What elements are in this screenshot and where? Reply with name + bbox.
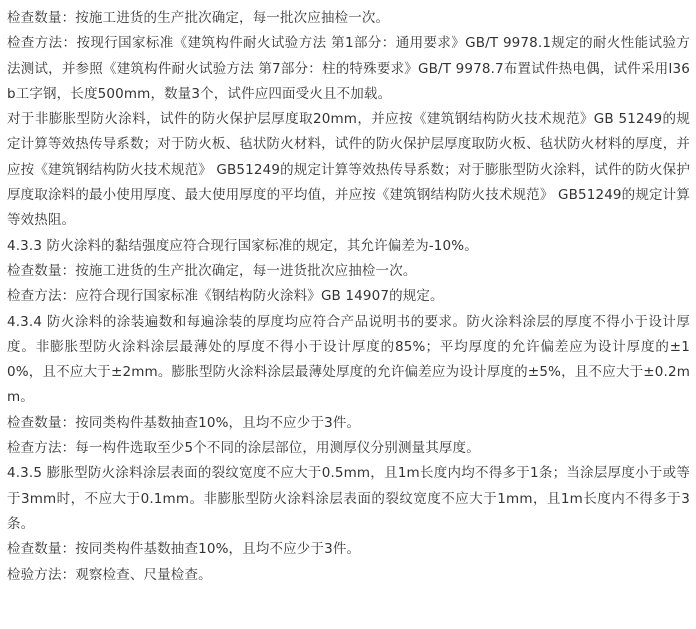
- paragraph-inspection-quantity-1: 检查数量：按施工进货的生产批次确定，每一批次应抽检一次。: [7, 10, 390, 26]
- paragraph-inspection-method-3: 检查方法：每一构件选取至少5个不同的涂层部位，用测厚仪分别测量其厚度。: [7, 440, 480, 457]
- paragraph-inspection-quantity-2: 检查数量：按施工进货的生产批次确定，每一进货批次应抽检一次。: [7, 262, 417, 279]
- paragraph-inspection-method-2: 检查方法：应符合现行国家标准《钢结构防火涂料》GB 14907的规定。: [7, 288, 444, 305]
- paragraph-clause-4-3-3: 4.3.3 防火涂料的黏结强度应符合现行国家标准的规定，其允许偏差为-10%。: [7, 237, 478, 254]
- paragraph-clause-4-3-5: 4.3.5 膨胀型防火涂料涂层表面的裂纹宽度不应大于0.5mm，且1m长度内均不得多于1条；当涂层厚度小于或等于3mm时，不应大于0.1mm。非膨胀型防火涂料涂层表面的裂纹宽度不应大于1mm，且1m长度内不得多于3条。: [7, 465, 690, 532]
- paragraph-inspection-method-1: 检查方法：按现行国家标准《建筑构件耐火试验方法 第1部分：通用要求》GB/T 9978.1规定的耐火性能试验方法测试，并参照《建筑构件耐火试验方法 第7部分：柱的特殊要求》GB/T 9978.7布置试件热电偶，试件采用I36b工字钢，长度500mm，数量3个，试件应四面受火且不加载。: [7, 35, 690, 102]
- paragraph-inspection-quantity-4: 检查数量：按同类构件基数抽查10%，且均不应少于3件。: [7, 541, 361, 558]
- paragraph-clause-4-3-4: 4.3.4 防火涂料的涂装遍数和每遍涂装的厚度均应符合产品说明书的要求。防火涂料涂层的厚度不得小于设计厚度。非膨胀型防火涂料涂层最薄处的厚度不得小于设计厚度的85%；平均厚度的允许偏差应为设计厚度的±10%，且不应大于±2mm。膨胀型防火涂料涂层最薄处厚度的允许偏差应为设计厚度的±5%，且不应大于±0.2mm。: [7, 313, 690, 406]
- paragraph-inspection-method-4: 检验方法：观察检查、尺量检查。: [7, 566, 212, 583]
- paragraph-protection-thickness: 对于非膨胀型防火涂料，试件的防火保护层厚度取20mm，并应按《建筑钢结构防火技术规范》GB 51249的规定计算等效热传导系数；对于防火板、毡状防火材料，试件的防火保护层厚度取防火板、毡状防火材料的厚度，并应按《建筑钢结构防火技术规范》 GB51249的规定计算等效热传导系数；对于膨胀型防火涂料，试件的防火保护厚度取涂料的最小使用厚度、最大使用厚度的平均值，并应按《建筑钢结构防火技术规范》 GB51249的规定计算等效热阻。: [7, 111, 690, 229]
- paragraph-inspection-quantity-3: 检查数量：按同类构件基数抽查10%，且均不应少于3件。: [7, 414, 361, 431]
